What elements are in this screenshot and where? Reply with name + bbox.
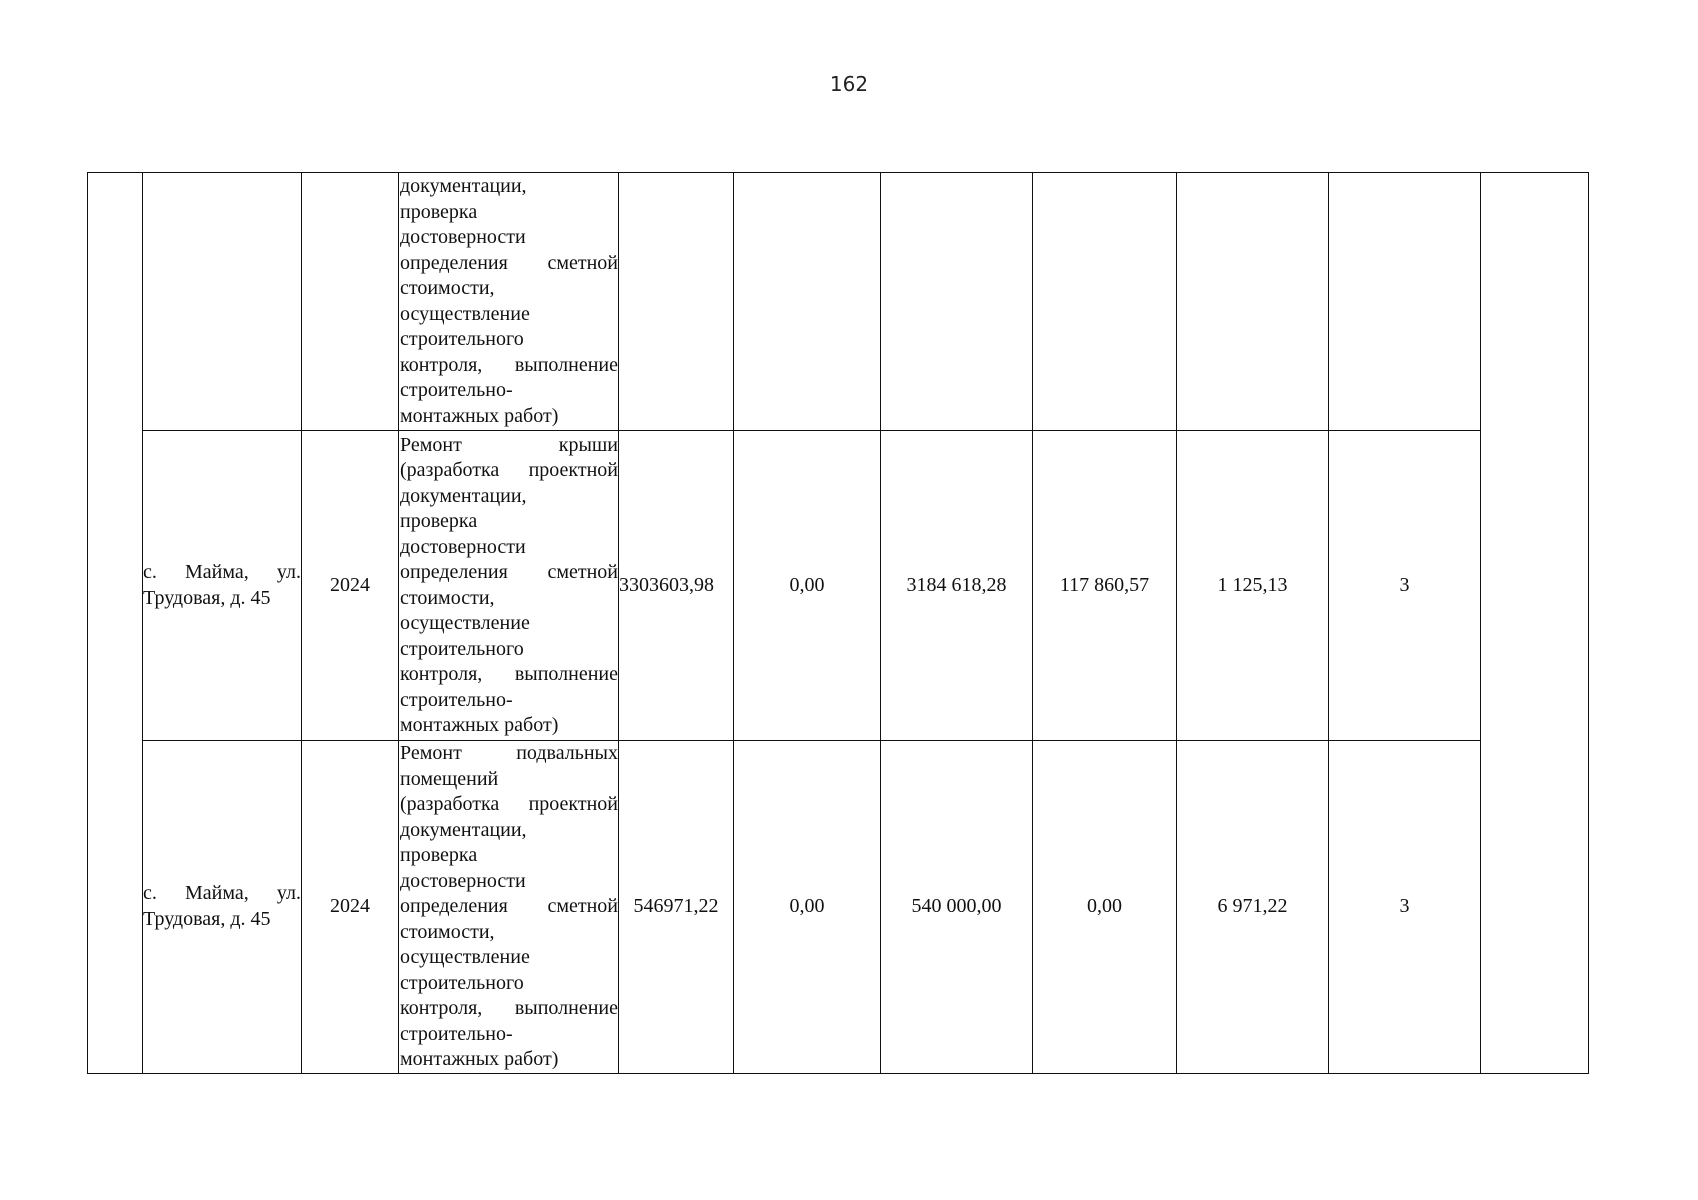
work-line: стоимости, xyxy=(400,277,495,299)
work-line: (разработка проектной xyxy=(400,459,618,481)
page-number: 162 xyxy=(829,72,869,96)
work-description xyxy=(399,174,618,429)
work-description xyxy=(399,433,618,739)
col-a-cell xyxy=(734,173,881,431)
work-description-cell xyxy=(399,173,619,431)
work-line: контроля, выполнение xyxy=(400,353,618,376)
total-cell xyxy=(619,173,734,431)
work-line: строительно- xyxy=(400,1022,513,1045)
col-a-cell: 0,00 xyxy=(734,431,881,741)
work-line: строительного xyxy=(400,637,524,660)
work-line: осуществление xyxy=(400,946,530,968)
work-line: строительно- xyxy=(400,379,513,401)
col-e-cell: 3 xyxy=(1329,741,1481,1074)
col-e-cell: 3 xyxy=(1329,431,1481,741)
col-c-cell: 0,00 xyxy=(1033,741,1177,1074)
work-line: строительного xyxy=(400,328,524,350)
address-cell: с. Майма, ул. Трудовая, д. 45 xyxy=(143,431,302,741)
col-e-cell xyxy=(1329,173,1481,431)
col-d-cell xyxy=(1177,173,1329,431)
work-line: определения сметной xyxy=(400,561,618,583)
work-line: документации, xyxy=(400,818,527,841)
table-row xyxy=(88,431,1589,741)
col-c-cell xyxy=(1033,173,1177,431)
col-a-cell: 0,00 xyxy=(734,741,881,1074)
work-description-cell xyxy=(399,431,619,741)
repair-schedule-table xyxy=(87,172,1589,1074)
col-b-cell: 3184 618,28 xyxy=(881,431,1033,741)
work-line: Ремонт крыши xyxy=(400,433,618,456)
work-line: достоверности xyxy=(400,535,526,558)
work-line: стоимости, xyxy=(400,586,495,609)
work-line: контроля, выполнение xyxy=(400,663,618,685)
work-line: определения сметной xyxy=(400,895,618,917)
work-line: документации, xyxy=(400,484,527,507)
index-cell xyxy=(88,173,143,1074)
col-d-cell: 1 125,13 xyxy=(1177,431,1329,741)
work-line: строительно- xyxy=(400,688,513,711)
year-cell: 2024 xyxy=(302,741,399,1074)
table-row xyxy=(88,741,1589,1074)
total-cell: 546971,22 xyxy=(619,741,734,1074)
total-cell: 3303603,98 xyxy=(619,431,734,741)
address-cell: с. Майма, ул. Трудовая, д. 45 xyxy=(143,741,302,1074)
work-line: Ремонт подвальных xyxy=(400,742,618,764)
col-b-cell xyxy=(881,173,1033,431)
work-line: документации, xyxy=(400,175,527,197)
work-line: строительного xyxy=(400,971,524,994)
work-line: достоверности xyxy=(400,226,526,248)
work-description xyxy=(399,741,618,1073)
address-cell xyxy=(143,173,302,431)
work-line: определения сметной xyxy=(400,251,618,274)
work-line: проверка xyxy=(400,510,478,532)
col-c-cell: 117 860,57 xyxy=(1033,431,1177,741)
last-column-cell xyxy=(1481,173,1589,1074)
work-line: монтажных работ) xyxy=(400,404,559,427)
work-line: осуществление xyxy=(400,302,530,325)
year-cell xyxy=(302,173,399,431)
work-line: осуществление xyxy=(400,612,530,634)
work-line: стоимости, xyxy=(400,920,495,943)
work-line: проверка xyxy=(400,200,478,223)
work-line: контроля, выполнение xyxy=(400,997,618,1019)
work-line: достоверности xyxy=(400,869,526,892)
work-line: монтажных работ) xyxy=(400,714,559,736)
work-line: (разработка проектной xyxy=(400,793,618,815)
work-line: проверка xyxy=(400,844,478,866)
col-d-cell: 6 971,22 xyxy=(1177,741,1329,1074)
table-row-continuation xyxy=(88,173,1589,431)
work-description-cell xyxy=(399,741,619,1074)
col-b-cell: 540 000,00 xyxy=(881,741,1033,1074)
work-line: монтажных работ) xyxy=(400,1048,559,1070)
year-cell: 2024 xyxy=(302,431,399,741)
work-line: помещений xyxy=(400,767,499,790)
